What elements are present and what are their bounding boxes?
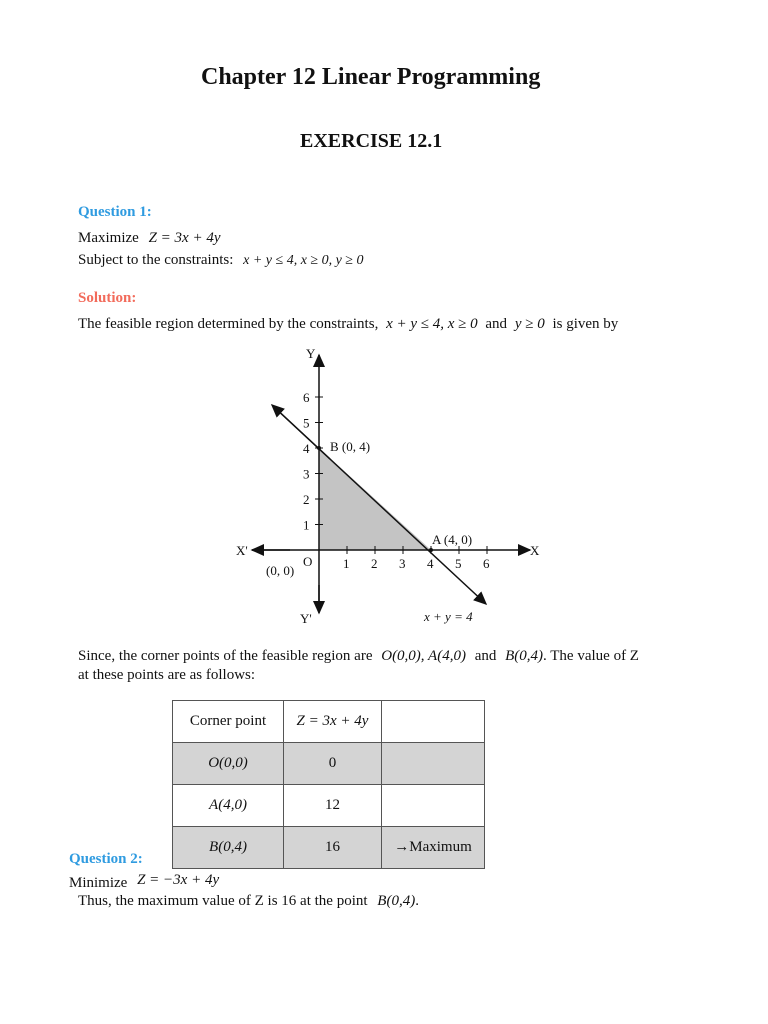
conclusion-text: Thus, the maximum value of Z is 16 at the point bbox=[78, 893, 368, 909]
y-tick-label: 3 bbox=[303, 466, 310, 482]
constraint-line-arrow-start bbox=[272, 405, 330, 459]
constraints-label: Subject to the constraints: bbox=[78, 252, 234, 268]
table-cell-z: 0 bbox=[284, 743, 382, 785]
table-cell-z: 12 bbox=[284, 785, 382, 827]
table-header-corner: Corner point bbox=[173, 701, 284, 743]
x-tick-label: 1 bbox=[343, 556, 350, 571]
intro-end: is given by bbox=[552, 316, 619, 332]
corner-text: Since, the corner points of the feasible region are bbox=[78, 648, 373, 664]
table-cell-point: B(0,4) bbox=[173, 827, 284, 869]
y-tick-label: 1 bbox=[303, 517, 310, 533]
point-a-marker bbox=[429, 548, 433, 552]
x-neg-axis-label: X' bbox=[236, 543, 248, 558]
table-cell-z: 16 bbox=[284, 827, 382, 869]
conclusion-line bbox=[78, 893, 419, 910]
corner-point-b: B(0,4) bbox=[505, 648, 544, 664]
table-header-row bbox=[173, 701, 485, 743]
intro-y-constraint: y ≥ 0 bbox=[514, 316, 545, 332]
table-header-z: Z = 3x + 4y bbox=[284, 701, 382, 743]
q1-constraints-line bbox=[78, 252, 364, 269]
corner-points-line bbox=[78, 648, 639, 665]
conclusion-end: . bbox=[415, 893, 419, 909]
y-tick-label: 6 bbox=[303, 390, 310, 405]
maximize-label: Maximize bbox=[78, 230, 139, 246]
corner-points: O(0,0), A(4,0) bbox=[381, 648, 466, 664]
q2-objective: Z = −3x + 4y bbox=[137, 872, 220, 888]
table-cell-note: →Maximum bbox=[382, 827, 485, 869]
constraint-line-label: x + y = 4 bbox=[424, 609, 473, 624]
origin-coords: (0, 0) bbox=[266, 563, 295, 578]
point-a-label: A (4, 0) bbox=[432, 532, 473, 547]
x-tick-label: 4 bbox=[427, 556, 434, 571]
table-row bbox=[173, 743, 485, 785]
corner-and: and bbox=[474, 648, 497, 664]
intro-constraints: x + y ≤ 4, x ≥ 0 bbox=[386, 316, 478, 332]
y-tick-label: 5 bbox=[303, 415, 310, 431]
table-cell-note bbox=[382, 743, 485, 785]
point-b-label: B (0, 4) bbox=[330, 439, 371, 454]
x-tick-label: 3 bbox=[399, 556, 406, 571]
intro-and: and bbox=[485, 316, 508, 332]
objective-function: Z = 3x + 4y bbox=[148, 230, 221, 246]
exercise-title: EXERCISE 12.1 bbox=[300, 130, 443, 152]
x-tick-label: 6 bbox=[483, 556, 490, 571]
chapter-title: Chapter 12 Linear Programming bbox=[201, 64, 541, 90]
conclusion-point: B(0,4) bbox=[377, 893, 416, 909]
table-row bbox=[173, 785, 485, 827]
intro-text: The feasible region determined by the constraints, bbox=[78, 316, 379, 332]
feasible-region bbox=[319, 448, 431, 550]
table-cell-note bbox=[382, 785, 485, 827]
minimize-label: Minimize bbox=[69, 875, 128, 891]
table-cell-point: A(4,0) bbox=[173, 785, 284, 827]
solution-intro bbox=[78, 316, 618, 333]
corner-point-table bbox=[172, 700, 485, 869]
constraints: x + y ≤ 4, x ≥ 0, y ≥ 0 bbox=[243, 253, 364, 268]
feasible-region-graph bbox=[230, 345, 550, 630]
y-tick-label: 4 bbox=[303, 441, 310, 456]
table-row bbox=[173, 827, 485, 869]
question-1-label: Question 1: bbox=[78, 204, 152, 220]
q2-minimize-line bbox=[69, 872, 220, 892]
corner-points-line-2: at these points are as follows: bbox=[78, 667, 256, 683]
y-tick-label: 2 bbox=[303, 492, 310, 507]
corner-text-end: . The value of Z bbox=[543, 648, 639, 664]
x-tick-label: 5 bbox=[455, 556, 462, 571]
point-b-marker bbox=[317, 446, 321, 450]
table-cell-point: O(0,0) bbox=[173, 743, 284, 785]
x-tick-label: 2 bbox=[371, 556, 378, 571]
y-neg-axis-label: Y' bbox=[300, 611, 312, 626]
x-axis-label: X bbox=[530, 543, 540, 558]
y-axis-label: Y bbox=[306, 346, 316, 361]
origin-letter: O bbox=[303, 554, 313, 569]
q1-maximize-line bbox=[78, 230, 220, 247]
question-2-label: Question 2: bbox=[69, 851, 143, 867]
solution-label: Solution: bbox=[78, 290, 137, 306]
table-header-note bbox=[382, 701, 485, 743]
